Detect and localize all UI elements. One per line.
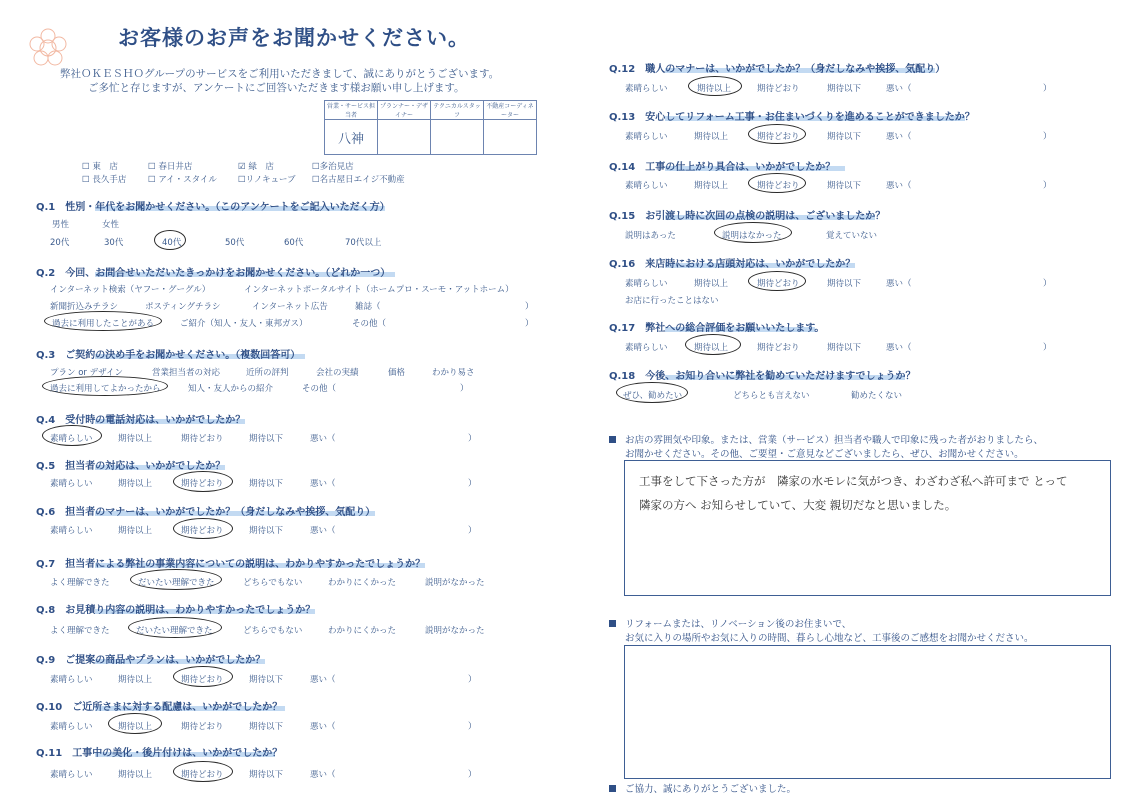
- q2-option[interactable]: インターネット検索（ヤフー・グーグル）: [50, 285, 211, 295]
- q13-option[interactable]: 期待以上: [694, 132, 729, 142]
- q4-option[interactable]: 期待どおり: [181, 434, 224, 444]
- q10-option[interactable]: 期待どおり: [181, 722, 224, 732]
- q6-option[interactable]: 素晴らしい: [50, 526, 93, 536]
- question-q1: [36, 198, 390, 213]
- store-label: 東 店: [92, 162, 118, 172]
- staff-value-sales[interactable]: 八神: [325, 120, 378, 155]
- q11-option[interactable]: 期待以下: [249, 770, 284, 780]
- q10-option: ）: [468, 722, 477, 732]
- q13-option[interactable]: 素晴らしい: [625, 132, 668, 142]
- q2-option[interactable]: その他（: [352, 319, 387, 329]
- q17-option[interactable]: 期待どおり: [757, 343, 800, 353]
- q17-option[interactable]: 悪い（: [886, 343, 912, 353]
- question-q17: [609, 319, 824, 334]
- staff-value-planner[interactable]: [378, 120, 431, 155]
- selection-circle: [42, 376, 168, 396]
- staff-header: テクニカルスタッフ: [431, 101, 484, 120]
- q1-option-selected[interactable]: 40代: [162, 238, 182, 248]
- staff-header: プランナー・デザイナー: [378, 101, 431, 120]
- question-text: 今回、お問合せいただいたきっかけをお聞かせください。（どれか一つ）: [65, 268, 391, 279]
- selection-circle: [688, 76, 742, 96]
- q9-option: ）: [468, 675, 477, 685]
- question-text: 安心してリフォーム工事・お住まいづくりを進めることができましたか？: [645, 112, 975, 123]
- question-q13: [609, 108, 975, 123]
- question-text: ご契約の決め手をお聞かせください。（複数回答可）: [65, 350, 301, 361]
- q12-option-selected[interactable]: 期待以上: [697, 84, 732, 94]
- section2-answer-box[interactable]: [624, 645, 1111, 779]
- selection-circle: [685, 334, 741, 355]
- q3-option[interactable]: 会社の実績: [316, 368, 359, 378]
- q12-option[interactable]: 素晴らしい: [625, 84, 668, 94]
- q5-option-selected[interactable]: 期待どおり: [181, 479, 224, 489]
- question-number: Q.12: [609, 64, 636, 75]
- q13-option[interactable]: 悪い（: [886, 132, 912, 142]
- store-nagoya-realestate[interactable]: ☐名古屋日エイジ不動産: [312, 175, 405, 185]
- section2-prompt-line-2: お気に入りの場所やお気に入りの時間、暮らし心地など、工事後のご感想をお聞かせください。: [625, 633, 1034, 644]
- q15-option[interactable]: 覚えていない: [826, 231, 878, 241]
- store-label: 緑 店: [248, 162, 274, 172]
- q3-option: ）: [460, 384, 469, 394]
- q2-option[interactable]: インターネットポータルサイト（ホームプロ・スーモ・アットホーム）: [244, 285, 514, 295]
- footer-thanks: ご協力、誠にありがとうございました。: [625, 784, 797, 795]
- question-text: 担当者の対応は、いかがでしたか？: [65, 461, 226, 472]
- q17-option[interactable]: 期待以下: [827, 343, 862, 353]
- staff-table: [324, 100, 537, 155]
- q9-option[interactable]: 悪い（: [310, 675, 336, 685]
- q11-option-selected[interactable]: 期待どおり: [181, 770, 224, 780]
- selection-circle: [108, 713, 162, 734]
- selection-circle: [748, 173, 806, 193]
- section1-prompt-line-2: お聞かせください。その他、ご要望・ご意見などございましたら、ぜひ、お聞かせください。: [625, 449, 1024, 460]
- q14-option[interactable]: 素晴らしい: [625, 181, 668, 191]
- q1-option[interactable]: 60代: [284, 238, 304, 248]
- store-nagakute[interactable]: ☐ 長久手店: [82, 175, 127, 185]
- q14-option[interactable]: 期待以上: [694, 181, 729, 191]
- question-number: Q.4: [36, 415, 56, 426]
- question-number: Q.17: [609, 323, 636, 334]
- staff-value-realestate[interactable]: [484, 120, 537, 155]
- question-q7: [36, 555, 425, 570]
- q11-option[interactable]: 素晴らしい: [50, 770, 93, 780]
- q18-option-selected[interactable]: ぜひ、勧めたい: [623, 391, 683, 401]
- q18-option[interactable]: 勧めたくない: [851, 391, 903, 401]
- question-number: Q.2: [36, 268, 56, 279]
- q11-option[interactable]: 期待以上: [118, 770, 153, 780]
- question-text: 受付時の電話対応は、いかがでしたか？: [65, 415, 246, 426]
- page-title: お客様のお声をお聞かせください。: [118, 26, 470, 50]
- q14-option: ）: [1043, 181, 1052, 191]
- store-label: 春日井店: [158, 162, 193, 172]
- q16-option[interactable]: 悪い（: [886, 279, 912, 289]
- selection-circle: [616, 382, 688, 403]
- question-text: 工事中の美化・後片付けは、いかがでしたか？: [72, 748, 283, 759]
- q10-option-selected[interactable]: 期待以上: [118, 722, 153, 732]
- question-q18: [609, 367, 916, 382]
- q3-option[interactable]: わかり易さ: [432, 368, 475, 378]
- selection-circle: [748, 271, 806, 291]
- q5-option[interactable]: 期待以上: [118, 479, 153, 489]
- q1-option[interactable]: 20代: [50, 238, 70, 248]
- q5-option[interactable]: 期待以下: [249, 479, 284, 489]
- q17-option-selected[interactable]: 期待以上: [694, 343, 729, 353]
- q9-option[interactable]: 期待以上: [118, 675, 153, 685]
- q16-option[interactable]: 期待以上: [694, 279, 729, 289]
- q2-option[interactable]: 新聞折込みチラシ: [50, 302, 119, 312]
- question-number: Q.16: [609, 259, 636, 270]
- q18-option[interactable]: どちらとも言えない: [733, 391, 810, 401]
- q3-option[interactable]: 近所の評判: [246, 368, 289, 378]
- store-istyle[interactable]: ☐ アイ・スタイル: [148, 175, 217, 185]
- q2-option: ）: [525, 302, 534, 312]
- q12-option[interactable]: 期待どおり: [757, 84, 800, 94]
- q2-option: ）: [525, 319, 534, 329]
- q10-option[interactable]: 素晴らしい: [50, 722, 93, 732]
- store-label: 多治見店: [319, 162, 354, 172]
- q9-option-selected[interactable]: 期待どおり: [181, 675, 224, 685]
- question-text: 来店時における店頭対応は、いかがでしたか？: [645, 259, 856, 270]
- question-text: ご提案の商品やプランは、いかがでしたか？: [65, 655, 266, 666]
- question-q8: [36, 601, 315, 616]
- question-q14: [609, 158, 835, 173]
- q6-option[interactable]: 悪い（: [310, 526, 336, 536]
- q3-option[interactable]: 営業担当者の対応: [152, 368, 221, 378]
- selection-circle: [128, 617, 222, 638]
- question-number: Q.13: [609, 112, 636, 123]
- q17-option[interactable]: 素晴らしい: [625, 343, 668, 353]
- q9-option[interactable]: 素晴らしい: [50, 675, 93, 685]
- question-q9: [36, 651, 265, 666]
- q9-option[interactable]: 期待以下: [249, 675, 284, 685]
- square-bullet-icon: [609, 785, 616, 792]
- question-number: Q.8: [36, 605, 56, 616]
- q16-option: ）: [1043, 279, 1052, 289]
- q7-option-selected[interactable]: だいたい理解できた: [138, 578, 215, 588]
- selection-circle: [130, 569, 222, 590]
- question-q16: [609, 255, 855, 270]
- question-q10: [36, 698, 282, 713]
- selection-circle: [173, 518, 233, 539]
- q8-option-selected[interactable]: だいたい理解できた: [136, 626, 213, 636]
- q4-option: ）: [468, 434, 477, 444]
- q16-option[interactable]: 期待以下: [827, 279, 862, 289]
- store-tajimi[interactable]: ☐多治見店: [312, 162, 354, 172]
- question-q4: [36, 411, 245, 426]
- q2-option-selected[interactable]: 過去に利用したことがある: [52, 319, 155, 329]
- q1-option[interactable]: 女性: [102, 220, 120, 230]
- q12-option[interactable]: 期待以下: [827, 84, 862, 94]
- q12-option[interactable]: 悪い（: [886, 84, 912, 94]
- q12-option: ）: [1043, 84, 1052, 94]
- q7-option[interactable]: よく理解できた: [50, 578, 110, 588]
- q13-option-selected[interactable]: 期待どおり: [757, 132, 800, 142]
- selection-circle: [173, 471, 233, 492]
- intro-line-2: ご多忙と存じますが、アンケートにご回答いただきます様お願い申し上げます。: [88, 82, 465, 94]
- q2-option[interactable]: ポスティングチラシ: [145, 302, 221, 312]
- q3-option[interactable]: プラン or デザイン: [50, 368, 124, 378]
- q8-option[interactable]: よく理解できた: [50, 626, 110, 636]
- q2-option[interactable]: ご紹介（知人・友人・東邦ガス）: [180, 319, 308, 329]
- question-text: 担当者のマナーは、いかがでしたか？（身だしなみや挨拶、気配り）: [65, 507, 376, 518]
- question-number: Q.15: [609, 211, 636, 222]
- selection-circle: [154, 230, 186, 250]
- q3-option-selected[interactable]: 過去に利用してよかったから: [50, 384, 161, 394]
- question-number: Q.3: [36, 350, 56, 361]
- question-text: お引渡し時に次回の点検の説明は、ございましたか？: [645, 211, 886, 222]
- store-label: アイ・スタイル: [158, 175, 217, 185]
- section1-prompt-line-1: お店の雰囲気や印象。または、営業（サービス）担当者や職人で印象に残った者がおりましたら、: [625, 435, 1044, 446]
- store-higashi[interactable]: ☐ 東 店: [82, 162, 118, 172]
- q6-option[interactable]: 期待以上: [118, 526, 153, 536]
- question-number: Q.14: [609, 162, 636, 173]
- question-q2: [36, 264, 390, 279]
- q4-option[interactable]: 悪い（: [310, 434, 336, 444]
- q1-option[interactable]: 50代: [225, 238, 245, 248]
- store-renocube[interactable]: ☐リノキューブ: [238, 175, 296, 185]
- question-q6: [36, 503, 375, 518]
- question-text: 弊社への総合評価をお願いいたします。: [645, 323, 825, 334]
- q4-option-selected[interactable]: 素晴らしい: [50, 434, 93, 444]
- q3-option[interactable]: 価格: [388, 368, 406, 378]
- section2-prompt-line-1: リフォームまたは、リノベーション後のお住まいで、: [625, 619, 852, 630]
- selection-circle: [42, 425, 102, 446]
- staff-header: 不動産コーディネーター: [484, 101, 537, 120]
- q3-option[interactable]: その他（: [302, 384, 337, 394]
- question-number: Q.6: [36, 507, 56, 518]
- question-text: 職人のマナーは、いかがでしたか？（身だしなみや挨拶、気配り）: [645, 64, 946, 75]
- question-text: お見積り内容の説明は、わかりやすかったでしょうか？: [65, 605, 316, 616]
- question-q3: [36, 346, 300, 361]
- section1-answer-box[interactable]: [624, 460, 1111, 596]
- q13-option[interactable]: 期待以下: [827, 132, 862, 142]
- q13-option: ）: [1043, 132, 1052, 142]
- store-label: 名古屋日エイジ不動産: [319, 175, 405, 185]
- q8-option[interactable]: わかりにくかった: [328, 626, 397, 636]
- staff-header: 営業・サービス担当者: [325, 101, 378, 120]
- q8-option[interactable]: どちらでもない: [243, 626, 303, 636]
- q14-option[interactable]: 悪い（: [886, 181, 912, 191]
- q14-option[interactable]: 期待以下: [827, 181, 862, 191]
- selection-circle: [173, 761, 233, 782]
- q4-option[interactable]: 期待以下: [249, 434, 284, 444]
- q6-option-selected[interactable]: 期待どおり: [181, 526, 224, 536]
- q1-option[interactable]: 30代: [104, 238, 124, 248]
- selection-circle: [748, 124, 806, 144]
- q6-option[interactable]: 期待以下: [249, 526, 284, 536]
- question-text: 工事の仕上がり具合は、いかがでしたか？: [645, 162, 836, 173]
- selection-circle: [173, 666, 233, 687]
- q2-option[interactable]: 雑誌（: [355, 302, 381, 312]
- q3-option[interactable]: 知人・友人からの紹介: [188, 384, 274, 394]
- q15-option-selected[interactable]: 説明はなかった: [722, 231, 782, 241]
- question-q12: [609, 60, 945, 75]
- question-q15: [609, 207, 885, 222]
- question-q5: [36, 457, 225, 472]
- square-bullet-icon: [609, 436, 616, 443]
- q6-option: ）: [468, 526, 477, 536]
- square-bullet-icon: [609, 620, 616, 627]
- q5-option[interactable]: 素晴らしい: [50, 479, 93, 489]
- q14-option-selected[interactable]: 期待どおり: [757, 181, 800, 191]
- question-q11: [36, 744, 282, 759]
- store-label: リノキューブ: [245, 175, 296, 185]
- staff-value-technical[interactable]: [431, 120, 484, 155]
- q8-option[interactable]: 説明がなかった: [425, 626, 485, 636]
- selection-circle: [44, 311, 162, 331]
- question-number: Q.18: [609, 371, 636, 382]
- q5-option[interactable]: 悪い（: [310, 479, 336, 489]
- question-text: 今後、お知り合いに弊社を勧めていただけますでしょうか？: [645, 371, 916, 382]
- store-midori-checked[interactable]: ☑ 緑 店: [238, 162, 274, 172]
- q16-option[interactable]: 素晴らしい: [625, 279, 668, 289]
- selection-circle: [714, 222, 792, 243]
- q1-option[interactable]: 70代以上: [345, 238, 382, 248]
- q16-option[interactable]: お店に行ったことはない: [625, 296, 719, 306]
- question-number: Q.7: [36, 559, 56, 570]
- question-number: Q.5: [36, 461, 56, 472]
- q7-option[interactable]: 説明がなかった: [425, 578, 485, 588]
- store-kasugai[interactable]: ☐ 春日井店: [148, 162, 193, 172]
- q11-option[interactable]: 悪い（: [310, 770, 336, 780]
- q7-option[interactable]: わかりにくかった: [328, 578, 397, 588]
- question-number: Q.9: [36, 655, 56, 666]
- question-text: 担当者による弊社の事業内容についての説明は、わかりやすかったでしょうか？: [65, 559, 426, 570]
- section1-answer-line-1: 工事をして下さった方が 隣家の水モレに気がつき、わざわざ私へ許可まで とって: [639, 474, 1068, 488]
- question-text: ご近所さまに対する配慮は、いかがでしたか？: [72, 702, 283, 713]
- q16-option-selected[interactable]: 期待どおり: [757, 279, 800, 289]
- section1-answer-line-2: 隣家の方へ お知らせしていて、大変 親切だなと思いました。: [639, 498, 957, 512]
- q7-option[interactable]: どちらでもない: [243, 578, 303, 588]
- question-text: 性別・年代をお聞かせください。（このアンケートをご記入いただく方）: [65, 202, 390, 213]
- question-number: Q.10: [36, 702, 63, 713]
- q2-option[interactable]: インターネット広告: [252, 302, 328, 312]
- q10-option[interactable]: 悪い（: [310, 722, 336, 732]
- q17-option: ）: [1043, 343, 1052, 353]
- q5-option: ）: [468, 479, 477, 489]
- question-number: Q.11: [36, 748, 63, 759]
- question-number: Q.1: [36, 202, 56, 213]
- store-label: 長久手店: [92, 175, 127, 185]
- q11-option: ）: [468, 770, 477, 780]
- q4-option[interactable]: 期待以上: [118, 434, 153, 444]
- q15-option[interactable]: 説明はあった: [625, 231, 676, 241]
- intro-line-1: 弊社ＯＫＥＳＨＯグループのサービスをご利用いただきまして、誠にありがとうございます。: [60, 68, 500, 80]
- q10-option[interactable]: 期待以下: [249, 722, 284, 732]
- q1-option[interactable]: 男性: [52, 220, 70, 230]
